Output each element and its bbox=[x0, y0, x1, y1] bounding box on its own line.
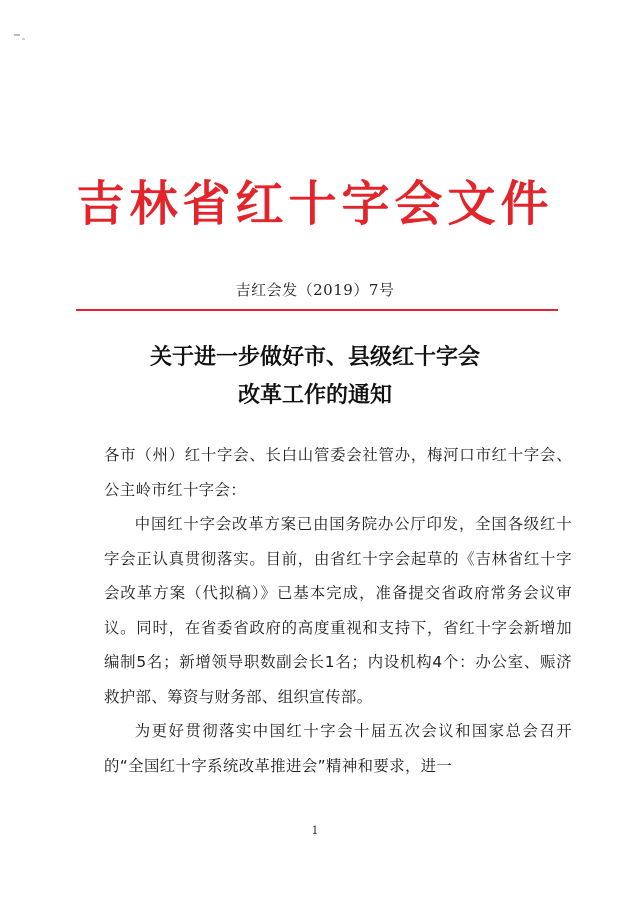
red-divider-line bbox=[76, 309, 558, 311]
document-body bbox=[104, 438, 572, 783]
document-masthead: 吉林省红十字会文件 bbox=[76, 176, 554, 232]
document-title bbox=[0, 339, 630, 415]
scan-mark bbox=[14, 34, 20, 36]
salutation: 各市（州）红十字会、长白山管委会社管办，梅河口市红十字会、公主岭市红十字会： bbox=[104, 446, 572, 499]
paragraph-1: 中国红十字会改革方案已由国务院办公厅印发，全国各级红十字会正认真贯彻落实。目前，由省红十字会起草的《吉林省红十字会改革方案（代拟稿）》已基本完成，准备提交省政府常务会议审议。同时，在省委省政府的高度重视和支持下，省红十字会新增加编制5名；新增领导职数副会长1名；内设机构4个：办公室、赈济救护部、筹资与财务部、组织宣传部。 bbox=[104, 515, 572, 706]
scan-mark bbox=[22, 38, 25, 40]
document-number: 吉红会发（2019）7号 bbox=[235, 281, 395, 299]
paragraph-2: 为更好贯彻落实中国红十字会十届五次会议和国家总会召开的“全国红十字系统改革推进会”精神和要求，进一 bbox=[104, 722, 572, 775]
title-line-1: 关于进一步做好市、县级红十字会 bbox=[149, 345, 480, 370]
page-number: 1 bbox=[311, 824, 319, 837]
title-line-2: 改革工作的通知 bbox=[237, 383, 392, 408]
